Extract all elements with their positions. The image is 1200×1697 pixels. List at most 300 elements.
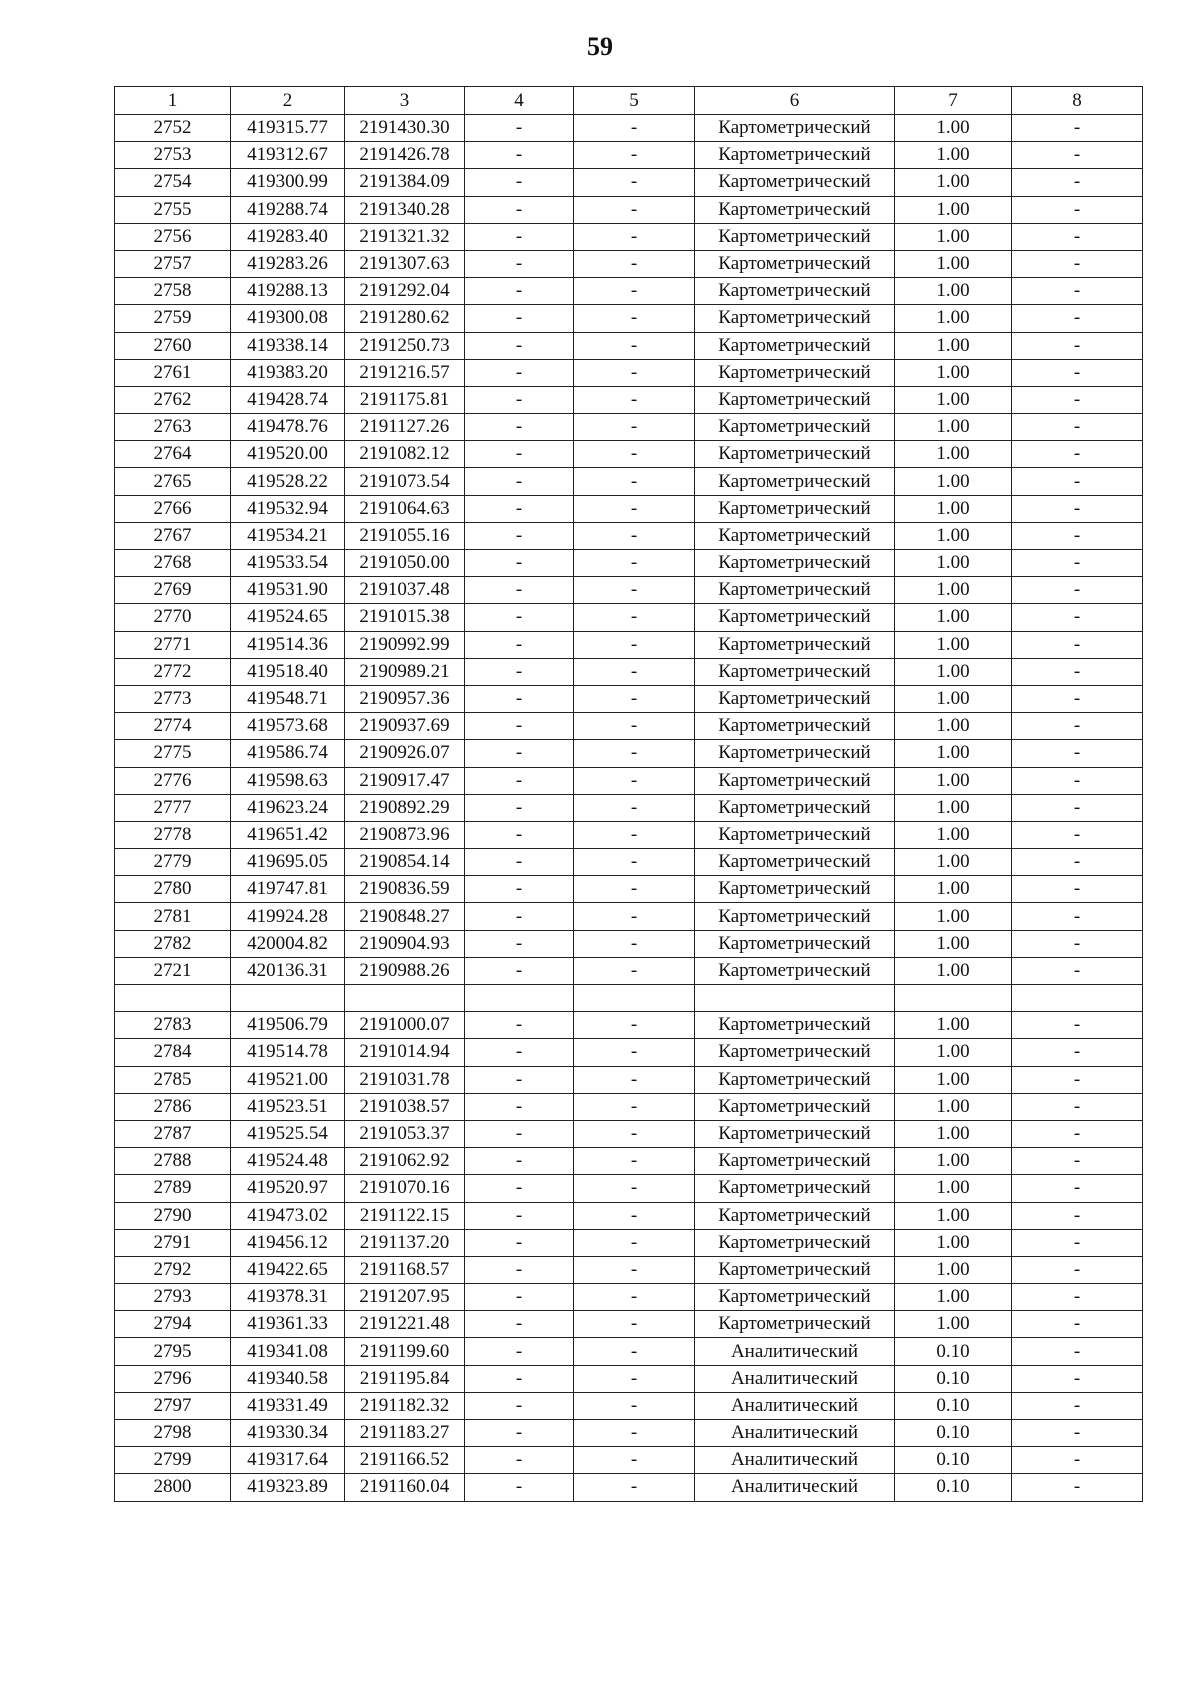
table-cell: 2775 [115,740,231,767]
table-cell: 2191050.00 [345,550,465,577]
table-cell: 1.00 [895,223,1012,250]
table-cell: 2191073.54 [345,468,465,495]
table-cell: - [574,495,695,522]
table-cell: 419518.40 [231,658,345,685]
table-cell: 419283.26 [231,250,345,277]
table-row [115,305,1143,332]
table-cell: - [574,468,695,495]
table-cell: - [465,250,574,277]
empty-cell [465,985,574,1012]
table-cell: Картометрический [695,495,895,522]
empty-cell [895,985,1012,1012]
table-cell: - [574,414,695,441]
table-cell: - [465,957,574,984]
table-row [115,1039,1143,1066]
table-cell: 2191015.38 [345,604,465,631]
table-row [115,1202,1143,1229]
table-cell: - [465,386,574,413]
table-cell: - [1012,631,1143,658]
table-cell: Аналитический [695,1338,895,1365]
table-cell: - [1012,930,1143,957]
table-cell: - [574,359,695,386]
table-cell: 1.00 [895,604,1012,631]
table-cell: 419520.00 [231,441,345,468]
table-row [115,767,1143,794]
table-row [115,1120,1143,1147]
table-cell: 2191195.84 [345,1365,465,1392]
table-cell: Картометрический [695,685,895,712]
table-cell: - [1012,1229,1143,1256]
table-cell: 1.00 [895,142,1012,169]
table-row [115,414,1143,441]
table-cell: - [465,305,574,332]
table-cell: 2787 [115,1120,231,1147]
table-row [115,1420,1143,1447]
table-cell: 1.00 [895,115,1012,142]
table-cell: - [1012,1447,1143,1474]
table-row [115,468,1143,495]
table-cell: 1.00 [895,1175,1012,1202]
table-cell: 420136.31 [231,957,345,984]
table-cell: - [574,142,695,169]
table-cell: - [465,1392,574,1419]
table-row [115,142,1143,169]
table-cell: - [574,957,695,984]
table-cell: 2799 [115,1447,231,1474]
table-cell: 1.00 [895,849,1012,876]
table-cell: 1.00 [895,1202,1012,1229]
table-cell: - [1012,821,1143,848]
table-cell: - [1012,468,1143,495]
table-cell: - [465,359,574,386]
table-cell: Картометрический [695,957,895,984]
table-cell: 419695.05 [231,849,345,876]
table-cell: Картометрический [695,441,895,468]
table-cell: 419586.74 [231,740,345,767]
table-cell: - [1012,1311,1143,1338]
table-cell: - [574,1284,695,1311]
table-cell: - [574,876,695,903]
table-cell: 2773 [115,685,231,712]
table-cell: Картометрический [695,849,895,876]
table-cell: 2721 [115,957,231,984]
table-cell: 2190937.69 [345,713,465,740]
table-cell: - [465,332,574,359]
table-cell: - [574,1093,695,1120]
table-row [115,1365,1143,1392]
table-cell: 1.00 [895,1284,1012,1311]
table-cell: 1.00 [895,250,1012,277]
table-cell: - [1012,604,1143,631]
table-cell: - [574,278,695,305]
table-cell: - [1012,1284,1143,1311]
table-cell: - [465,1229,574,1256]
table-cell: 0.10 [895,1420,1012,1447]
table-cell: - [465,196,574,223]
table-cell: - [574,740,695,767]
table-cell: - [1012,1256,1143,1283]
table-cell: 419428.74 [231,386,345,413]
table-cell: 2797 [115,1392,231,1419]
table-cell: - [574,115,695,142]
table-cell: 2796 [115,1365,231,1392]
table-cell: 419524.65 [231,604,345,631]
table-cell: 2764 [115,441,231,468]
table-row [115,631,1143,658]
table-cell: - [1012,305,1143,332]
table-cell: Картометрический [695,631,895,658]
table-cell: 419532.94 [231,495,345,522]
table-cell: 1.00 [895,767,1012,794]
table-cell: - [465,1148,574,1175]
table-cell: 419747.81 [231,876,345,903]
table-row [115,359,1143,386]
empty-cell [574,985,695,1012]
table-cell: 2191166.52 [345,1447,465,1474]
table-cell: 1.00 [895,685,1012,712]
table-cell: - [1012,1338,1143,1365]
table-cell: 1.00 [895,821,1012,848]
table-row [115,1474,1143,1501]
table-cell: 0.10 [895,1392,1012,1419]
table-cell: 2191280.62 [345,305,465,332]
table-row [115,332,1143,359]
table-cell: 2191137.20 [345,1229,465,1256]
table-cell: 1.00 [895,278,1012,305]
table-row [115,1284,1143,1311]
table-cell: - [465,142,574,169]
table-cell: 2191426.78 [345,142,465,169]
table-cell: 1.00 [895,1311,1012,1338]
table-cell: 2190904.93 [345,930,465,957]
table-cell: 419341.08 [231,1338,345,1365]
table-cell: 419514.78 [231,1039,345,1066]
table-cell: 419598.63 [231,767,345,794]
table-cell: - [574,1392,695,1419]
empty-cell [345,985,465,1012]
table-cell: 2774 [115,713,231,740]
table-cell: Картометрический [695,386,895,413]
table-cell: 2770 [115,604,231,631]
table-cell: 1.00 [895,740,1012,767]
table-cell: - [574,1420,695,1447]
table-cell: - [1012,1039,1143,1066]
table-cell: 2793 [115,1284,231,1311]
table-cell: - [465,1365,574,1392]
table-cell: - [574,223,695,250]
table-cell: Картометрический [695,1093,895,1120]
table-cell: 419514.36 [231,631,345,658]
table-cell: 419378.31 [231,1284,345,1311]
table-cell: 2784 [115,1039,231,1066]
table-cell: 2191053.37 [345,1120,465,1147]
table-cell: - [1012,223,1143,250]
table-cell: Картометрический [695,115,895,142]
table-cell: - [1012,713,1143,740]
table-cell: - [574,1120,695,1147]
table-cell: - [574,1012,695,1039]
table-cell: - [465,767,574,794]
table-cell: Картометрический [695,794,895,821]
table-cell: 2191321.32 [345,223,465,250]
table-cell: - [574,767,695,794]
table-cell: 1.00 [895,332,1012,359]
table-cell: 2788 [115,1148,231,1175]
table-cell: - [1012,1175,1143,1202]
table-cell: 2790 [115,1202,231,1229]
table-cell: - [1012,1120,1143,1147]
table-cell: - [465,169,574,196]
table-cell: - [1012,250,1143,277]
coordinates-table [114,86,1143,1502]
table-cell: - [1012,1202,1143,1229]
table-cell: - [465,550,574,577]
table-cell: - [1012,658,1143,685]
table-cell: 1.00 [895,1229,1012,1256]
table-cell: 2794 [115,1311,231,1338]
table-header-row [115,87,1143,115]
table-cell: - [1012,169,1143,196]
table-cell: 419383.20 [231,359,345,386]
table-cell: 2769 [115,577,231,604]
table-cell: - [1012,1474,1143,1501]
table-cell: 2191250.73 [345,332,465,359]
table-cell: 2190836.59 [345,876,465,903]
table-cell: 419300.99 [231,169,345,196]
table-cell: - [574,1202,695,1229]
table-cell: - [574,305,695,332]
table-cell: Картометрический [695,196,895,223]
table-cell: 2191183.27 [345,1420,465,1447]
table-cell: 1.00 [895,1093,1012,1120]
table-cell: 419338.14 [231,332,345,359]
empty-cell [695,985,895,1012]
table-row [115,794,1143,821]
table-cell: Картометрический [695,1012,895,1039]
table-cell: - [465,658,574,685]
table-cell: - [465,1202,574,1229]
column-header: 3 [345,87,465,115]
table-cell: 2766 [115,495,231,522]
table-cell: Картометрический [695,1284,895,1311]
table-row [115,577,1143,604]
table-cell: 2190926.07 [345,740,465,767]
table-cell: 1.00 [895,441,1012,468]
table-cell: 1.00 [895,305,1012,332]
table-row [115,196,1143,223]
table-cell: 420004.82 [231,930,345,957]
table-cell: 1.00 [895,1120,1012,1147]
table-cell: - [574,1365,695,1392]
table-cell: 2757 [115,250,231,277]
table-cell: 419340.58 [231,1365,345,1392]
table-cell: - [465,1012,574,1039]
table-cell: 2191199.60 [345,1338,465,1365]
table-cell: - [574,1039,695,1066]
table-cell: - [574,631,695,658]
table-cell: 2785 [115,1066,231,1093]
table-cell: - [1012,441,1143,468]
table-cell: 2191307.63 [345,250,465,277]
table-cell: - [465,278,574,305]
table-cell: 2786 [115,1093,231,1120]
table-cell: Картометрический [695,1039,895,1066]
table-cell: 2780 [115,876,231,903]
table-cell: 2191221.48 [345,1311,465,1338]
column-header: 2 [231,87,345,115]
table-cell: Картометрический [695,1229,895,1256]
table-cell: 419525.54 [231,1120,345,1147]
table-cell: 2191082.12 [345,441,465,468]
table-cell: 419317.64 [231,1447,345,1474]
table-cell: 419521.00 [231,1066,345,1093]
table-cell: 419523.51 [231,1093,345,1120]
table-cell: 2782 [115,930,231,957]
table-cell: 2756 [115,223,231,250]
table-row [115,278,1143,305]
table-cell: 2781 [115,903,231,930]
table-cell: - [465,1284,574,1311]
table-cell: 419506.79 [231,1012,345,1039]
table-cell: - [465,414,574,441]
table-cell: 2763 [115,414,231,441]
table-cell: 2771 [115,631,231,658]
table-cell: Картометрический [695,278,895,305]
table-cell: 419288.13 [231,278,345,305]
table-cell: 2789 [115,1175,231,1202]
table-cell: - [1012,794,1143,821]
empty-cell [231,985,345,1012]
table-cell: Картометрический [695,1066,895,1093]
table-row [115,903,1143,930]
table-row [115,604,1143,631]
column-header: 6 [695,87,895,115]
table-cell: 2191000.07 [345,1012,465,1039]
table-cell: - [465,1039,574,1066]
table-cell: 2191070.16 [345,1175,465,1202]
table-cell: - [1012,1093,1143,1120]
table-row [115,522,1143,549]
table-row [115,1447,1143,1474]
table-cell: - [465,468,574,495]
table-cell: - [574,604,695,631]
table-cell: 2754 [115,169,231,196]
table-cell: 2777 [115,794,231,821]
table-cell: 1.00 [895,495,1012,522]
table-cell: Аналитический [695,1392,895,1419]
table-cell: - [574,1175,695,1202]
table-cell: - [574,386,695,413]
table-cell: - [465,821,574,848]
table-cell: - [465,930,574,957]
table-cell: 2191038.57 [345,1093,465,1120]
table-cell: Картометрический [695,876,895,903]
page-number: 59 [587,32,613,61]
table-cell: - [574,794,695,821]
table-cell: - [574,821,695,848]
column-header: 1 [115,87,231,115]
table-cell: - [465,522,574,549]
table-cell: - [465,794,574,821]
table-cell: 1.00 [895,1066,1012,1093]
table-cell: 2760 [115,332,231,359]
table-cell: 419312.67 [231,142,345,169]
empty-cell [115,985,231,1012]
table-cell: - [1012,359,1143,386]
table-cell: - [1012,196,1143,223]
table-cell: Картометрический [695,767,895,794]
separator-row [115,985,1143,1012]
table-row [115,1392,1143,1419]
table-cell: 1.00 [895,658,1012,685]
column-header: 7 [895,87,1012,115]
table-cell: Картометрический [695,577,895,604]
table-cell: - [1012,903,1143,930]
table-cell: 2191031.78 [345,1066,465,1093]
table-cell: - [1012,278,1143,305]
table-cell: 1.00 [895,522,1012,549]
table-cell: 2191055.16 [345,522,465,549]
table-row [115,550,1143,577]
table-cell: 419330.34 [231,1420,345,1447]
table-cell: - [574,658,695,685]
table-row [115,1066,1143,1093]
table-cell: Аналитический [695,1447,895,1474]
table-cell: 0.10 [895,1365,1012,1392]
table-cell: 2191064.63 [345,495,465,522]
table-row [115,685,1143,712]
table-cell: 2765 [115,468,231,495]
table-cell: 2190848.27 [345,903,465,930]
table-cell: 2191207.95 [345,1284,465,1311]
table-cell: - [1012,957,1143,984]
table-cell: - [1012,1392,1143,1419]
table-cell: 2191160.04 [345,1474,465,1501]
table-cell: 2191037.48 [345,577,465,604]
table-cell: Картометрический [695,740,895,767]
table-cell: - [574,169,695,196]
table-cell: 419548.71 [231,685,345,712]
table-cell: 1.00 [895,1039,1012,1066]
table-cell: Картометрический [695,250,895,277]
table-cell: 1.00 [895,794,1012,821]
table-cell: Картометрический [695,1175,895,1202]
table-cell: - [465,1175,574,1202]
table-row [115,1093,1143,1120]
table-cell: - [1012,550,1143,577]
table-cell: 419573.68 [231,713,345,740]
table-cell: 1.00 [895,196,1012,223]
table-cell: 419478.76 [231,414,345,441]
table-row [115,495,1143,522]
table-cell: - [465,1338,574,1365]
table-cell: - [1012,414,1143,441]
table-row [115,849,1143,876]
table-cell: Картометрический [695,223,895,250]
table-cell: 2762 [115,386,231,413]
table-cell: 0.10 [895,1447,1012,1474]
table-cell: Картометрический [695,1311,895,1338]
table-cell: - [574,522,695,549]
table-cell: 419524.48 [231,1148,345,1175]
table-cell: Картометрический [695,658,895,685]
table-cell: 2767 [115,522,231,549]
table-cell: - [574,550,695,577]
table-cell: 419288.74 [231,196,345,223]
table-cell: - [1012,740,1143,767]
column-header: 4 [465,87,574,115]
table-row [115,250,1143,277]
